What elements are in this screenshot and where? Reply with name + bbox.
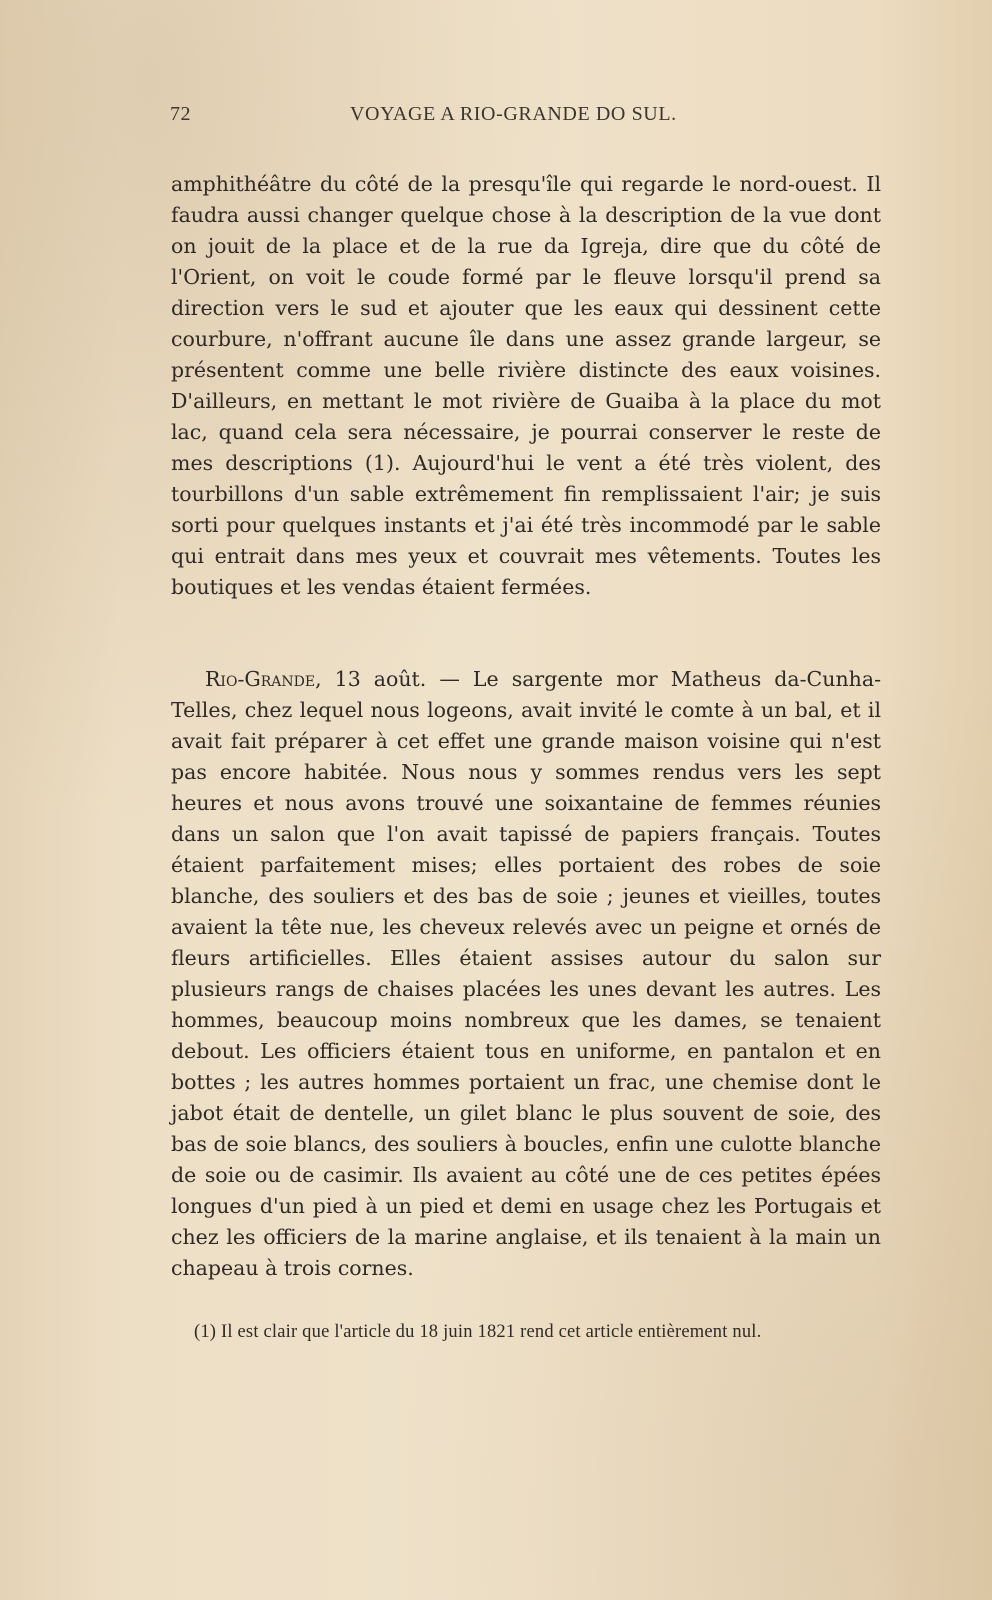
running-title: VOYAGE A RIO-GRANDE DO SUL.	[350, 103, 677, 125]
entry-text: 13 août. — Le sargente mor Matheus da-Cunha-Telles, chez lequel nous logeons, avait invité le comte à un bal, et il avait fait préparer à cet effet une grande maison voisine qui n'est pas encore habitée. Nous nous y sommes rendus vers les sept heures et nous avons trouvé une soixantaine de femmes réunies dans un salon que l'on avait tapissé de papiers français. Toutes étaient parfaitement mises; elles portaient des robes de soie blanche, des souliers et des bas de soie ; jeunes et vieilles, toutes avaient la tête nue, les cheveux relevés avec un peigne et ornés de fleurs artificielles. Elles étaient assises autour du salon sur plusieurs rangs de chaises placées les unes devant les autres. Les hommes, beaucoup moins nombreux que les dames, se tenaient debout. Les officiers étaient tous en uniforme, en pantalon et en bottes ; les autres hommes portaient un frac, une chemise dont le jabot était de dentelle, un gilet blanc le plus souvent de soie, des bas de soie blancs, des souliers à boucles, enfin une culotte blanche de soie ou de casimir. Ils avaient au côté une de ces petites épées longues d'un pied à un pied et demi en usage chez les Portugais et chez les officiers de la marine anglaise, et ils tenaient à la main un chapeau à trois cornes.	[171, 666, 881, 1280]
paragraph-continuation: amphithéâtre du côté de la presqu'île qui regarde le nord-ouest. Il faudra aussi changer quelque chose à la description de la vue dont on jouit de la place et de la rue da Igreja, dire que du côté de l'Orient, on voit le coude formé par le fleuve lorsqu'il prend sa direction vers le sud et ajouter que les eaux qui dessinent cette courbure, n'offrant aucune île dans une assez grande largeur, se présentent comme une belle rivière distincte des eaux voisines. D'ailleurs, en mettant le mot rivière de Guaiba à la place du mot lac, quand cela sera nécessaire, je pourrai conserver le reste de mes descriptions (1). Aujourd'hui le vent a été très violent, des tourbillons d'un sable extrêmement fin remplissaient l'air; je suis sorti pour quelques instants et j'ai été très incommodé par le sable qui entrait dans mes yeux et couvrait mes vêtements. Toutes les boutiques et les vendas étaient fermées.	[171, 171, 881, 599]
paragraph-journal-entry	[171, 664, 881, 1284]
page-number: 72	[170, 103, 191, 125]
footnote: (1) Il est clair que l'article du 18 juin 1821 rend cet article entièrement nul.	[194, 1322, 762, 1342]
page-header	[170, 103, 876, 127]
entry-place: Rio-Grande,	[205, 666, 322, 691]
